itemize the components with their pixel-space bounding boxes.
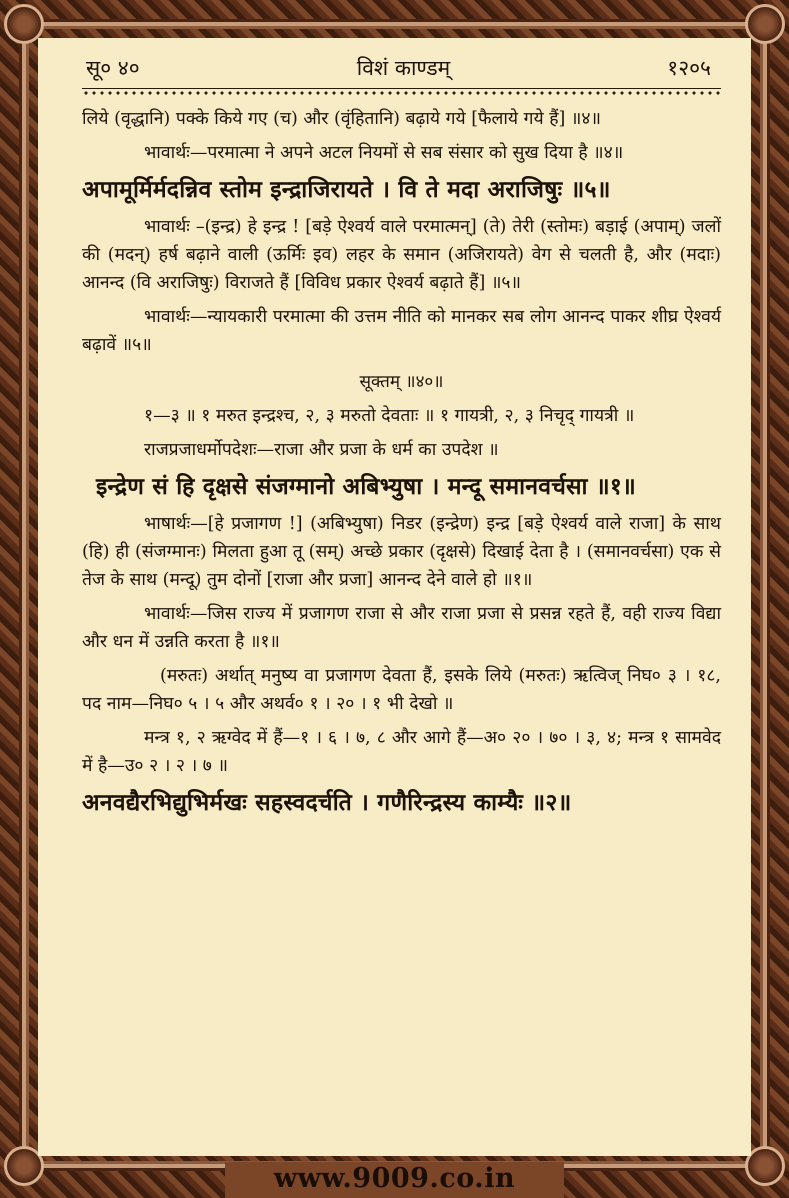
page-header	[82, 54, 721, 82]
bhavartha-paragraph: भावार्थः—न्यायकारी परमात्मा की उत्तम नीति को मानकर सब लोग आनन्द पाकर शीघ्र ऐश्वर्य बढ़ावें ॥५॥	[82, 307, 721, 355]
website-link[interactable]: www.9009.co.in	[273, 1163, 516, 1194]
page-number: १२०५	[667, 56, 711, 80]
corner-ornament-icon	[745, 4, 785, 44]
text-paragraph: लिये (वृद्धानि) पक्के किये गए (च) और (वृंहितानि) बढ़ाये गये [फैलाये गये हैं] ॥४॥	[82, 109, 601, 129]
note-paragraph: (मरुतः) अर्थात् मनुष्य वा प्रजागण देवता हैं, इसके लिये (मरुतः) ऋत्विज् निघ० ३ । १८, पद नाम—निघ० ५ । ५ और अथर्व० १ । २० । १ भी देखो ॥	[82, 666, 721, 714]
kanda-title: विशं काण्डम्	[356, 56, 451, 80]
sukta-number: सू० ४०	[86, 56, 140, 80]
upadesha-line: राजप्रजाधर्मोपदेशः—राजा और प्रजा के धर्म का उपदेश ॥	[144, 440, 499, 460]
mantra-verse: अपामूर्मिर्मदन्निव स्तोम इन्द्राजिरायते । वि ते मदा अराजिषुः ॥५॥	[82, 176, 611, 203]
mantra-verse: इन्द्रेण सं हि दृक्षसे संजग्मानो अबिभ्युषा । मन्दू समानवर्चसा ॥१॥	[96, 473, 637, 500]
mantra-verse: अनवद्यैरभिद्युभिर्मखः सहस्वदर्चति । गणैरिन्द्रस्य काम्यैः ॥२॥	[82, 789, 572, 816]
bhavartha-paragraph: भावार्थः—परमात्मा ने अपने अटल नियमों से सब संसार को सुख दिया है ॥४॥	[144, 143, 624, 163]
bhasharth-paragraph: भाषार्थः—[हे प्रजागण !] (अबिभ्युषा) निडर (इन्द्रेण) इन्द्र [बड़े ऐश्वर्य वाले राजा] के साथ (हि) ही (संजग्मानः) मिलता हुआ तू (सम्) अच्छे प्रकार (दृक्षसे) दिखाई देता है । (समानवर्चसा) एक से तेज के साथ (मन्दू) तुम दोनों [राजा और प्रजा] आनन्द देने वाले हो ॥१॥	[82, 514, 721, 590]
header-rule	[82, 88, 721, 97]
devata-chhanda-line: १—३ ॥ १ मरुत इन्द्रश्च, २, ३ मरुतो देवताः ॥ १ गायत्री, २, ३ निचृद् गायत्री ॥	[144, 406, 635, 426]
sukta-heading: सूक्तम् ॥४०॥	[359, 372, 444, 392]
bhasharth-paragraph: भावार्थः –(इन्द्र) हे इन्द्र ! [बड़े ऐश्वर्य वाले परमात्मन्] (ते) तेरी (स्तोमः) बड़ाई (अपाम्) जलों की (मदन्) हर्ष बढ़ाने वाली (ऊर्मिः इव) लहर के समान (अजिरायते) वेग से चलती है, और (मदाः) आनन्द (वि अराजिषुः) विराजते हैं [विविध प्रकार ऐश्वर्य बढ़ाते हैं] ॥५॥	[82, 217, 721, 293]
bhavartha-paragraph: भावार्थः—जिस राज्य में प्रजागण राजा से और राजा प्रजा से प्रसन्न रहते हैं, वही राज्य विद्या और धन में उन्नति करता है ॥१॥	[82, 604, 721, 652]
reference-paragraph: मन्त्र १, २ ऋग्वेद में हैं—१ । ६ । ७, ८ और आगे हैं—अ० २० । ७० । ३, ४; मन्त्र १ सामवेद में है—उ० २ । २ । ७ ॥	[82, 728, 721, 776]
book-page	[38, 38, 751, 1156]
